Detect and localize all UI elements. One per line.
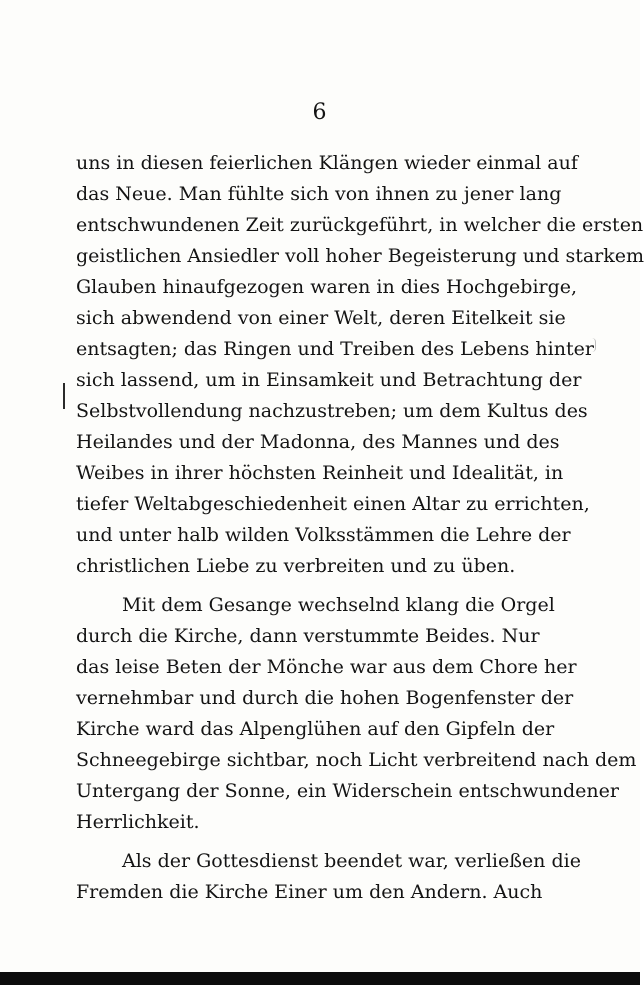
text-line: vernehmbar und durch die hohen Bogenfenster der: [76, 687, 574, 709]
text-line: Untergang der Sonne, ein Widerschein entschwundener: [76, 780, 619, 802]
text-line: entschwundenen Zeit zurückgeführt, in welcher die ersten: [76, 214, 644, 236]
paragraph: [76, 846, 581, 908]
text-line: entsagten; das Ringen und Treiben des Lebens hinter: [76, 338, 594, 360]
text-line: und unter halb wilden Volksstämmen die Lehre der: [76, 524, 571, 546]
text-line: das leise Beten der Mönche war aus dem Chore her: [76, 656, 577, 678]
text-line: das Neue. Man fühlte sich von ihnen zu jener lang: [76, 183, 562, 205]
paragraph: [76, 590, 637, 838]
text-line: tiefer Weltabgeschiedenheit einen Altar zu errichten,: [76, 493, 590, 515]
text-line: uns in diesen feierlichen Klängen wieder einmal auf: [76, 152, 578, 174]
margin-mark: [63, 383, 65, 409]
text-line: durch die Kirche, dann verstummte Beides. Nur: [76, 625, 540, 647]
page-number: 6: [312, 100, 328, 125]
text-line: Mit dem Gesange wechselnd klang die Orgel: [122, 594, 555, 616]
text-line: sich lassend, um in Einsamkeit und Betrachtung der: [76, 369, 582, 391]
text-line: Kirche ward das Alpenglühen auf den Gipfeln der: [76, 718, 555, 740]
paragraph: [76, 148, 644, 582]
text-line: Herrlichkeit.: [76, 811, 200, 833]
body-text: [76, 148, 644, 908]
text-line: Als der Gottesdienst beendet war, verließen die: [122, 850, 581, 872]
text-line: Heilandes und der Madonna, des Mannes und des: [76, 431, 560, 453]
text-line: Glauben hinaufgezogen waren in dies Hochgebirge,: [76, 276, 578, 298]
text-line: Schneegebirge sichtbar, noch Licht verbreitend nach dem: [76, 749, 637, 771]
text-line: geistlichen Ansiedler voll hoher Begeisterung und starkem: [76, 245, 644, 267]
text-line: christlichen Liebe zu verbreiten und zu üben.: [76, 555, 516, 577]
text-line: sich abwendend von einer Welt, deren Eitelkeit sie: [76, 307, 566, 329]
scan-edge: [0, 972, 640, 985]
text-line: Weibes in ihrer höchsten Reinheit und Idealität, in: [76, 462, 564, 484]
text-line: Selbstvollendung nachzustreben; um dem Kultus des: [76, 400, 588, 422]
text-line: Fremden die Kirche Einer um den Andern. Auch: [76, 881, 543, 903]
